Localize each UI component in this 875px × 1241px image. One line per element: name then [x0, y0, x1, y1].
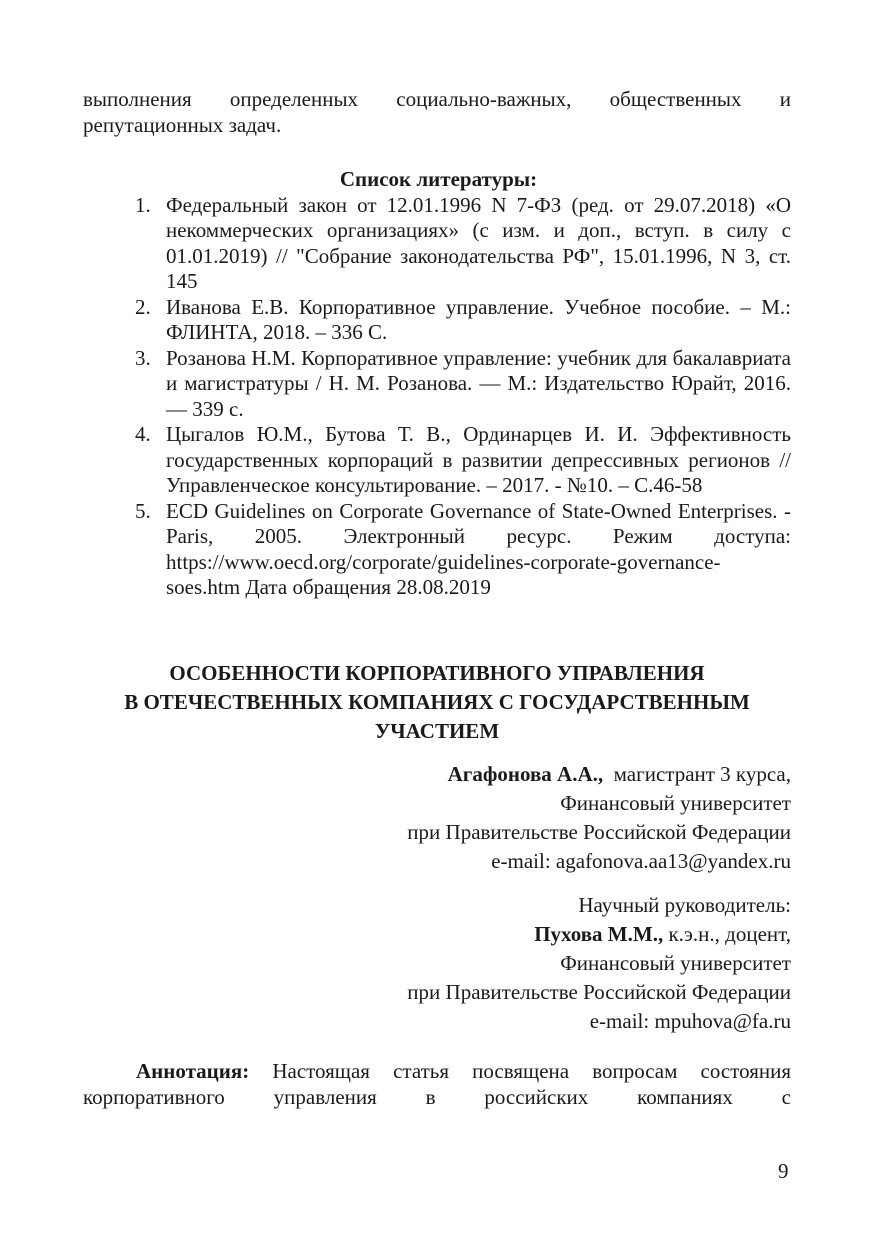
- supervisor-label: Научный руководитель:: [578, 892, 791, 917]
- author-line: [83, 760, 791, 789]
- reference-item: [83, 193, 791, 295]
- author-email: e-mail: agafonova.aa13@yandex.ru: [491, 848, 791, 873]
- reference-text: Цыгалов Ю.М., Бутова Т. В., Ординарцев И. И. Эффективность государственных корпораций в развитии депрессивных регионов // Управленческое консультирование. – 2017. - №10. – С.46-58: [166, 422, 791, 497]
- article-title-line: В ОТЕЧЕСТВЕННЫХ КОМПАНИЯХ С ГОСУДАРСТВЕННЫМ: [124, 689, 750, 714]
- abstract-text: корпоративного управления в российских компаниях с: [83, 1084, 791, 1109]
- reference-text: Федеральный закон от 12.01.1996 N 7-ФЗ (ред. от 29.07.2018) «О некоммерческих организациях» (с изм. и доп., вступ. в силу с 01.01.2019) // "Собрание законодательства РФ", 15.01.1996, N 3, ст. 145: [166, 192, 791, 293]
- reference-number: 1.: [135, 192, 151, 217]
- author-name: Агафонова А.А.,: [447, 761, 604, 786]
- references-title: Список литературы:: [339, 167, 538, 191]
- reference-number: 5.: [135, 498, 151, 523]
- abstract: [83, 1058, 791, 1110]
- author-block: [83, 760, 791, 876]
- reference-item: [83, 346, 791, 423]
- reference-item: [83, 295, 791, 346]
- article-title-line: ОСОБЕННОСТИ КОРПОРАТИВНОГО УПРАВЛЕНИЯ: [169, 660, 705, 685]
- author-position: магистрант 3 курса,: [613, 761, 791, 786]
- abstract-text: Настоящая статья посвящена вопросам состояния: [272, 1058, 791, 1083]
- reference-text: Иванова Е.В. Корпоративное управление. Учебное пособие. – М.: ФЛИНТА, 2018. – 336 С.: [166, 294, 791, 344]
- page-content: [83, 87, 791, 1110]
- reference-text: ECD Guidelines on Corporate Governance of State-Owned Enterprises. - Paris, 2005. Электронный ресурс. Режим доступа: https://www.oecd.org/corporate/guidelines-corporate-governance-soes.htm Дата обращения 28.08.2019: [166, 498, 791, 599]
- supervisor-org-line: Финансовый университет: [560, 950, 791, 975]
- supervisor-org-line: при Правительстве Российской Федерации: [407, 979, 791, 1004]
- reference-number: 2.: [135, 294, 151, 319]
- author-org-line: Финансовый университет: [560, 790, 791, 815]
- article-title-line: УЧАСТИЕМ: [374, 718, 500, 743]
- page-number: 9: [778, 1159, 789, 1183]
- reference-number: 3.: [135, 345, 151, 370]
- reference-text: Розанова Н.М. Корпоративное управление: учебник для бакалавриата и магистратуры / Н. М. Розанова. — М.: Издательство Юрайт, 2016. — 339 с.: [166, 345, 791, 421]
- abstract-label: Аннотация:: [136, 1058, 250, 1083]
- supervisor-line: [83, 920, 791, 949]
- supervisor-degree: к.э.н., доцент,: [668, 921, 791, 946]
- author-org-line: при Правительстве Российской Федерации: [407, 819, 791, 844]
- article-title: [83, 659, 791, 746]
- references-list: [83, 193, 791, 601]
- supervisor-email: e-mail: mpuhova@fa.ru: [589, 1008, 791, 1033]
- reference-number: 4.: [135, 422, 151, 446]
- reference-item: [83, 499, 791, 601]
- supervisor-block: [83, 891, 791, 1036]
- reference-item: [83, 422, 791, 499]
- supervisor-name: Пухова М.М.,: [534, 921, 664, 946]
- intro-continuation: выполнения определенных социально-важных, общественных и репутационных задач.: [83, 87, 791, 137]
